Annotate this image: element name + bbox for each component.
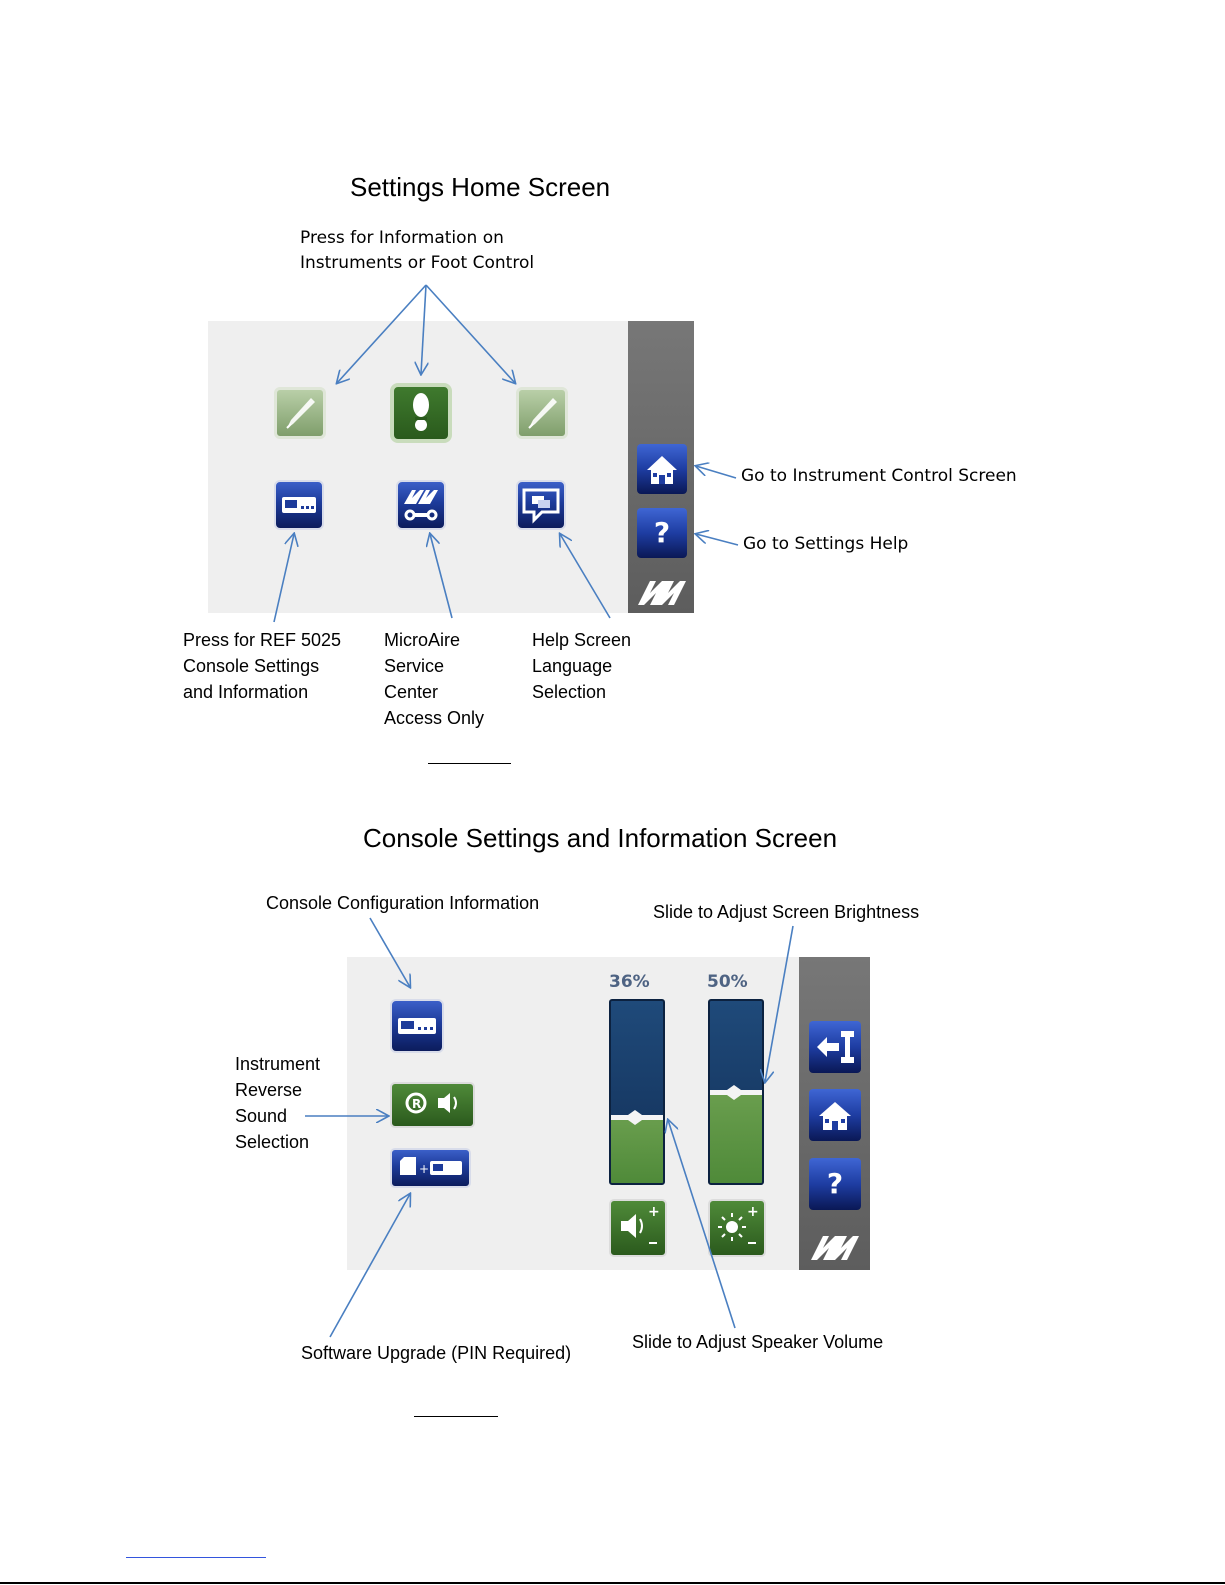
help-language-callout: Help Screen Language Selection	[532, 630, 632, 702]
brightness-callout: Slide to Adjust Screen Brightness	[653, 902, 920, 922]
svg-text:+: +	[648, 1204, 660, 1220]
home-callout: Go to Instrument Control Screen	[741, 466, 1017, 486]
svg-text:+: +	[419, 1162, 430, 1176]
figure-rule-2	[414, 1416, 498, 1417]
config-info-callout: Console Configuration Information	[266, 893, 540, 913]
volume-callout: Slide to Adjust Speaker Volume	[632, 1332, 884, 1352]
figure-rule	[428, 763, 511, 764]
svg-text:R: R	[412, 1097, 422, 1111]
brightness-percent: 50%	[707, 972, 748, 992]
console-settings-callout: Press for REF 5025 Console Settings and Information	[183, 630, 342, 702]
settings-help-button[interactable]: ?	[637, 508, 687, 558]
svg-text:+: +	[747, 1204, 759, 1220]
instrument-info-callout: Press for Information on Instruments or Foot Control	[300, 228, 535, 273]
settings-help-button-2[interactable]: ?	[809, 1158, 861, 1210]
console-settings-title: Console Settings and Information Screen	[363, 823, 838, 853]
service-center-callout: MicroAire Service Center Access Only	[384, 630, 485, 728]
footnote-link-rule	[126, 1557, 266, 1558]
software-upgrade-callout: Software Upgrade (PIN Required)	[301, 1343, 572, 1363]
reverse-sound-callout: Instrument Reverse Sound Selection	[235, 1054, 321, 1152]
settings-home-title: Settings Home Screen	[350, 172, 611, 202]
section2-arrows	[0, 800, 1225, 1400]
settings-help-callout: Go to Settings Help	[743, 534, 909, 554]
page-bottom-rule	[0, 1582, 1225, 1584]
volume-percent: 36%	[609, 972, 650, 992]
